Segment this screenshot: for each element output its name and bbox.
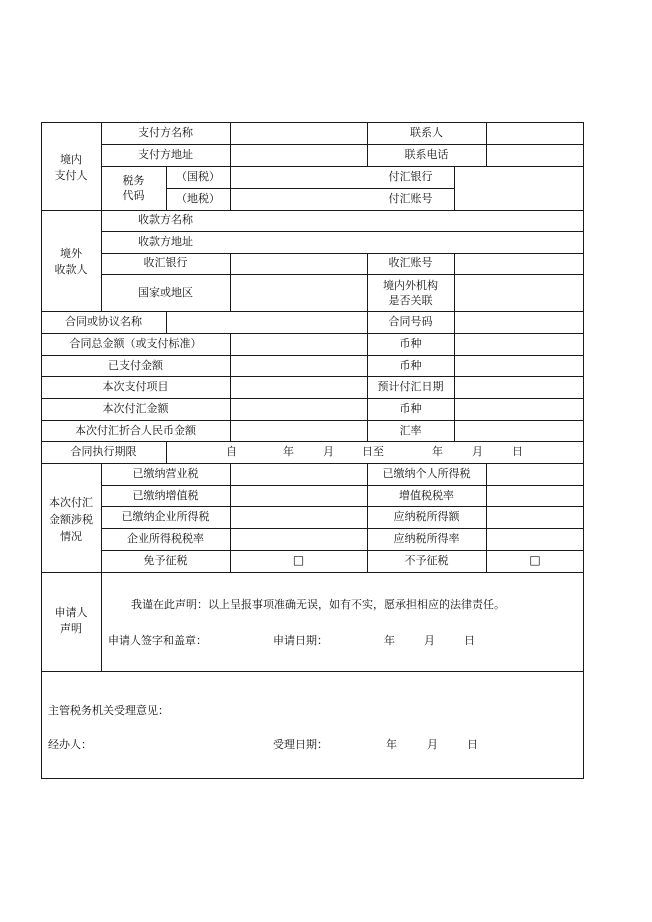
col-line — [454, 253, 455, 312]
row-line — [41, 376, 584, 377]
currency-label: 币种 — [399, 359, 422, 372]
row-line — [41, 441, 584, 442]
vat-label: 已缴纳增值税 — [132, 489, 199, 502]
contract-name-label: 合同或协议名称 — [65, 315, 142, 328]
row-line — [41, 355, 584, 356]
row-line — [101, 485, 584, 486]
row-line — [101, 231, 584, 232]
day-label: 日 — [512, 445, 523, 458]
taxes-group-label: 本次付汇 金额涉税 情况 — [49, 496, 93, 543]
national-tax-label: （国税） — [176, 170, 220, 183]
contact-person-label: 联系人 — [410, 126, 443, 139]
row-line — [101, 528, 584, 529]
year-label: 年 — [386, 738, 397, 751]
day-to-label: 日至 — [362, 445, 384, 458]
row-line — [101, 166, 584, 167]
paid-amount-label: 已支付金额 — [108, 359, 163, 372]
taxable-rate-label: 应纳税所得率 — [393, 532, 460, 545]
remit-bank-label: 付汇银行 — [388, 170, 433, 183]
day-label: 日 — [464, 634, 475, 647]
iit-label: 已缴纳个人所得税 — [382, 467, 471, 480]
total-amount-label: 合同总金额（或支付标准） — [69, 337, 202, 350]
row-line — [41, 572, 584, 573]
col-line — [367, 311, 368, 442]
row-line — [101, 253, 584, 254]
not-levied-label: 不予征税 — [404, 554, 449, 567]
related-party-label: 境内外机构 是否关联 — [383, 279, 438, 307]
col-line — [454, 311, 455, 442]
declaration-group-label: 申请人 声明 — [54, 606, 88, 635]
receiving-account-label: 收汇账号 — [388, 256, 433, 269]
date-from-label: 自 — [226, 445, 237, 458]
col-line — [166, 311, 167, 334]
vat-rate-label: 增值税税率 — [399, 489, 454, 502]
month-label: 月 — [427, 738, 438, 751]
authority-opinion-label: 主管税务机关受理意见： — [48, 704, 169, 717]
accept-date-label: 受理日期： — [273, 738, 328, 751]
country-region-label: 国家或地区 — [138, 286, 193, 299]
col-line — [454, 166, 455, 211]
exempt-checkbox[interactable]: □ — [292, 553, 305, 567]
payer-name-label: 支付方名称 — [138, 126, 193, 139]
payee-name-label: 收款方名称 — [138, 213, 193, 226]
business-tax-label: 已缴纳营业税 — [132, 467, 199, 480]
row-line — [101, 274, 584, 275]
col-line — [230, 122, 231, 167]
row-line — [41, 333, 584, 334]
expected-date-label: 预计付汇日期 — [377, 380, 444, 393]
col-line — [230, 253, 231, 312]
exchange-rate-label: 汇率 — [399, 424, 422, 437]
row-line — [41, 311, 584, 312]
row-line — [41, 210, 584, 211]
row-line — [101, 506, 584, 507]
payee-address-label: 收款方地址 — [138, 235, 193, 248]
row-line — [41, 463, 584, 464]
declaration-statement: 我谨在此声明：以上呈报事项准确无误，如有不实，愿承担相应的法律责任。 — [131, 598, 505, 611]
row-line — [101, 144, 584, 145]
row-line — [166, 188, 454, 189]
not-levied-checkbox[interactable]: □ — [529, 553, 541, 567]
receiving-bank-label: 收汇银行 — [143, 256, 188, 269]
month-label: 月 — [472, 445, 483, 458]
contact-phone-label: 联系电话 — [404, 148, 449, 161]
handler-label: 经办人： — [48, 738, 92, 751]
month-label: 月 — [424, 634, 435, 647]
domestic-payer-group-label: 境内 支付人 — [54, 153, 88, 182]
year-label: 年 — [384, 634, 395, 647]
apply-date-label: 申请日期： — [273, 634, 328, 647]
col-line — [486, 122, 487, 167]
local-tax-label: （地税） — [176, 192, 220, 205]
taxable-income-label: 应纳税所得额 — [393, 510, 460, 523]
year-label: 年 — [283, 445, 294, 458]
tax-code-label: 税务 代码 — [122, 174, 145, 202]
remit-amount-label: 本次付汇金额 — [102, 402, 169, 415]
overseas-payee-group-label: 境外 收款人 — [54, 247, 88, 276]
exempt-label: 免予征税 — [143, 554, 188, 567]
payer-address-label: 支付方地址 — [138, 148, 193, 161]
year-label: 年 — [432, 445, 443, 458]
remit-account-label: 付汇账号 — [388, 192, 433, 205]
currency-label: 币种 — [399, 402, 422, 415]
exec-period-label: 合同执行期限 — [70, 445, 137, 458]
currency-label: 币种 — [399, 337, 422, 350]
row-line — [41, 671, 584, 672]
payment-item-label: 本次支付项目 — [102, 380, 169, 393]
cit-label: 已缴纳企业所得税 — [121, 510, 210, 523]
cit-rate-label: 企业所得税税率 — [127, 532, 204, 545]
row-line — [101, 550, 584, 551]
day-label: 日 — [467, 738, 478, 751]
rmb-amount-label: 本次付汇折合人民币金额 — [75, 424, 196, 437]
row-line — [41, 398, 584, 399]
col-line — [230, 166, 231, 211]
month-label: 月 — [323, 445, 334, 458]
row-line — [41, 420, 584, 421]
contract-no-label: 合同号码 — [388, 315, 433, 328]
col-line — [166, 441, 167, 464]
signature-label: 申请人签字和盖章： — [108, 634, 207, 647]
col-line — [230, 333, 231, 442]
